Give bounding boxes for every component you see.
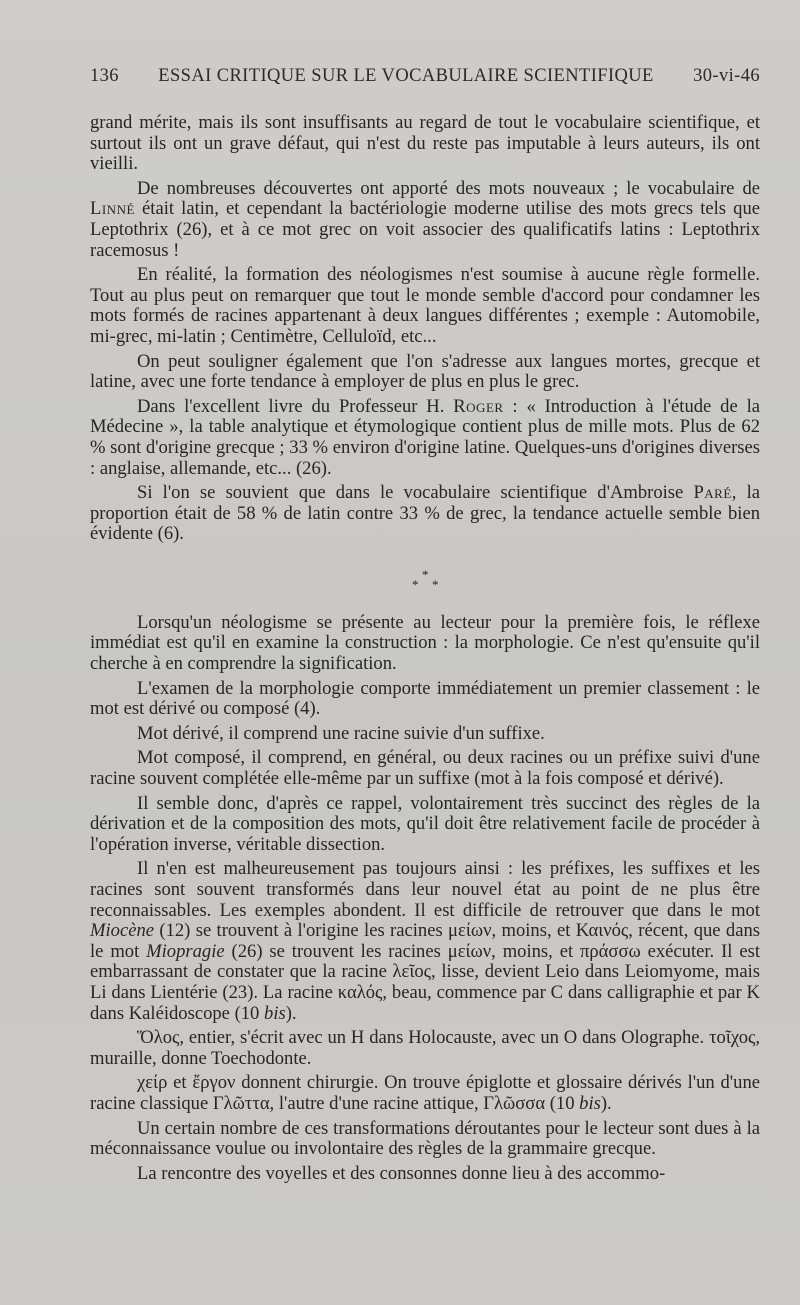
- paragraph: Un certain nombre de ces transformations déroutantes pour le lecteur sont dues à la méconnaissance voulue ou involontaire des règles de la grammaire grecque.: [90, 1117, 760, 1160]
- paragraph: Dans l'excellent livre du Professeur H. Roger : « Introduction à l'étude de la Médecine », la table analytique et étymologique contient plus de mille mots. Plus de 62 % sont d'origine grecque ; 33 % environ d'origine latine. Quelques-uns d'origines diverses : anglaise, allemande, etc... (26).: [90, 395, 760, 479]
- paragraph: Mot dérivé, il comprend une racine suivie d'un suffixe.: [137, 722, 545, 744]
- paragraph: De nombreuses découvertes ont apporté des mots nouveaux ; le vocabulaire de Linné était latin, et cependant la bactériologie moderne utilise des mots grecs tels que Leptothrix (26), et à ce mot grec on voit associer des qualificatifs latins : Leptothrix racemosus !: [90, 177, 760, 261]
- running-header: [90, 66, 760, 87]
- paragraph: χείρ et ἔργον donnent chirurgie. On trouve épiglotte et glossaire dérivés l'un d'une racine classique Γλῶττα, l'autre d'une racine attique, Γλῶσσα (10 bis).: [90, 1072, 760, 1114]
- paragraph: Ὅλος, entier, s'écrit avec un H dans Holocauste, avec un O dans Olographe. τοῖχος, muraille, donne Toechodonte.: [90, 1027, 760, 1069]
- paragraph: Il n'en est malheureusement pas toujours ainsi : les préfixes, les suffixes et les racines sont souvent transformés dans leur nouvel état au point de ne plus être reconnaissables. Les exemples abondent. Il est difficile de retrouver que dans le mot Miocène (12) se trouvent à l'origine les racines μείων, moins, et Καινός, récent, que dans le mot Miopragie (26) se trouvent les racines μείων, moins, et πράσσω exécuter. Il est embarrassant de constater que la racine λεῖος, lisse, devient Leio dans Leiomyome, mais Li dans Lientérie (23). La racine καλός, beau, commence par C dans calligraphie et par K dans Kaléidoscope (10 bis).: [90, 858, 760, 1024]
- paragraph: On peut souligner également que l'on s'adresse aux langues mortes, grecque et latine, avec une forte tendance à employer de plus en plus le grec.: [90, 350, 760, 393]
- paragraph: L'examen de la morphologie comporte immédiatement un premier classement : le mot est dérivé ou composé (4).: [90, 677, 760, 720]
- page-number: 136: [90, 66, 119, 86]
- paragraph: grand mérite, mais ils sont insuffisants au regard de tout le vocabulaire scientifique, et surtout ils ont un grave défaut, qui n'est du reste pas imputable à leurs auteurs, ils ont vieilli.: [90, 112, 760, 175]
- section-before-asterism: [90, 113, 760, 545]
- paragraph: Mot composé, il comprend, en général, ou deux racines ou un préfixe suivi d'une racine souvent complétée elle-même par un suffixe (mot à la fois composé et dérivé).: [90, 747, 760, 790]
- running-title: ESSAI CRITIQUE SUR LE VOCABULAIRE SCIENTIFIQUE: [158, 66, 654, 86]
- asterism-divider: * * *: [412, 566, 439, 592]
- section-after-asterism: [90, 613, 760, 1184]
- paragraph: Il semble donc, d'après ce rappel, volontairement très succinct des règles de la dérivation et de la composition des mots, qu'il doit être relativement facile de procéder à l'opération inverse, véritable dissection.: [90, 792, 760, 855]
- paragraph: La rencontre des voyelles et des consonnes donne lieu à des accommo-: [137, 1162, 666, 1184]
- paragraph: Lorsqu'un néologisme se présente au lecteur pour la première fois, le réflexe immédiat est qu'il en examine la construction : la morphologie. Ce n'est qu'ensuite qu'il cherche à en comprendre la signification.: [90, 611, 760, 675]
- paragraph: En réalité, la formation des néologismes n'est soumise à aucune règle formelle. Tout au plus peut on remarquer que tout le monde semble d'accord pour condamner les mots formés de racines appartenant à deux langues différentes ; exemple : Automobile, mi-grec, mi-latin ; Centimètre, Celluloïd, etc...: [90, 264, 760, 347]
- body-text: [90, 113, 760, 1188]
- header-date: 30-vi-46: [693, 66, 760, 86]
- paragraph: Si l'on se souvient que dans le vocabulaire scientifique d'Ambroise Paré, la proportion était de 58 % de latin contre 33 % de grec, la tendance actuelle semble bien évidente (6).: [90, 482, 761, 545]
